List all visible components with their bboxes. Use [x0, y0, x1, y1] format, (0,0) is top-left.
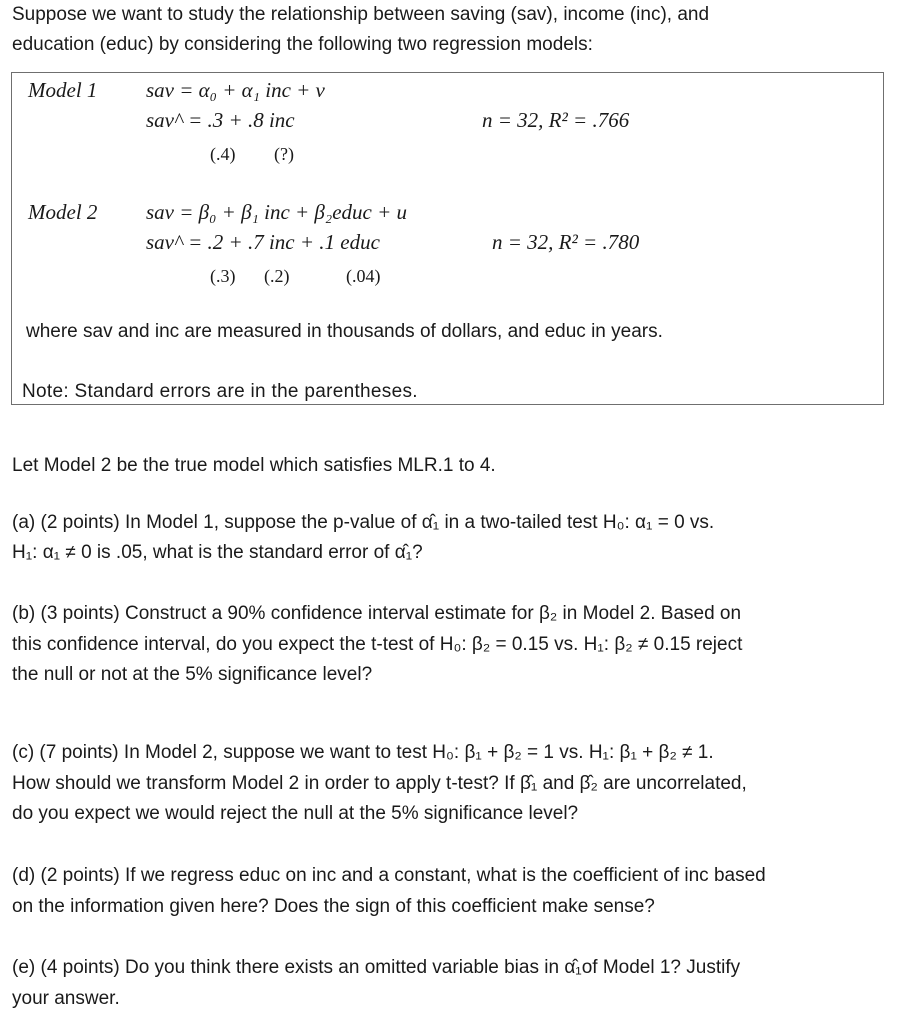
question-c-line-2: How should we transform Model 2 in order to apply t-test? If β̂₁ and β̂₂ are uncorrelated,: [12, 773, 747, 794]
model2-equation: sav = β₀ + β₁ inc + β₂educ + u: [146, 200, 408, 224]
true-model-statement: Let Model 2 be the true model which satisfies MLR.1 to 4.: [12, 455, 496, 476]
question-b-line-1: (b) (3 points) Construct a 90% confidence interval estimate for β₂ in Model 2. Based on: [12, 603, 742, 624]
model1-se-const: (.4): [210, 144, 236, 164]
model2-se-inc: (.2): [264, 266, 290, 286]
intro-line-2: education (educ) by considering the following two regression models:: [12, 34, 593, 55]
units-note: where sav and inc are measured in thousands of dollars, and educ in years.: [26, 321, 663, 342]
model1-stats: n = 32, R² = .766: [482, 108, 630, 132]
question-d-line-1: (d) (2 points) If we regress educ on inc and a constant, what is the coefficient of inc based: [12, 865, 766, 886]
model2-se-const: (.3): [210, 266, 236, 286]
intro-line-1: Suppose we want to study the relationship between saving (sav), income (inc), and: [12, 4, 710, 25]
models-box: [11, 72, 884, 405]
se-note: Note: Standard errors are in the parentheses.: [22, 381, 418, 402]
model1-estimate: sav^ = .3 + .8 inc: [146, 108, 295, 132]
question-d-line-2: on the information given here? Does the sign of this coefficient make sense?: [12, 896, 655, 917]
model2-se-educ: (.04): [346, 266, 381, 286]
question-c-line-1: (c) (7 points) In Model 2, suppose we want to test H₀: β₁ + β₂ = 1 vs. H₁: β₁ + β₂ ≠ 1.: [12, 742, 714, 763]
question-c-line-3: do you expect we would reject the null at the 5% significance level?: [12, 803, 579, 824]
question-b-line-3: the null or not at the 5% significance level?: [12, 664, 373, 685]
model1-label: Model 1: [28, 78, 98, 102]
question-b-line-2: this confidence interval, do you expect the t-test of H₀: β₂ = 0.15 vs. H₁: β₂ ≠ 0.15 reject: [12, 634, 743, 655]
question-a-line-2: H₁: α₁ ≠ 0 is .05, what is the standard error of α̂₁?: [12, 542, 423, 563]
question-a-line-1: (a) (2 points) In Model 1, suppose the p-value of α̂₁ in a two-tailed test H₀: α₁ = 0 vs.: [12, 512, 715, 533]
model2-stats: n = 32, R² = .780: [492, 230, 640, 254]
question-e-line-2: your answer.: [12, 988, 120, 1009]
model2-estimate: sav^ = .2 + .7 inc + .1 educ: [146, 230, 380, 254]
model1-equation: sav = α₀ + α₁ inc + v: [146, 78, 325, 102]
model2-label: Model 2: [28, 200, 98, 224]
question-e-line-1: (e) (4 points) Do you think there exists an omitted variable bias in α̂₁of Model 1? Justify: [12, 957, 741, 978]
model1-se-inc: (?): [274, 144, 294, 164]
